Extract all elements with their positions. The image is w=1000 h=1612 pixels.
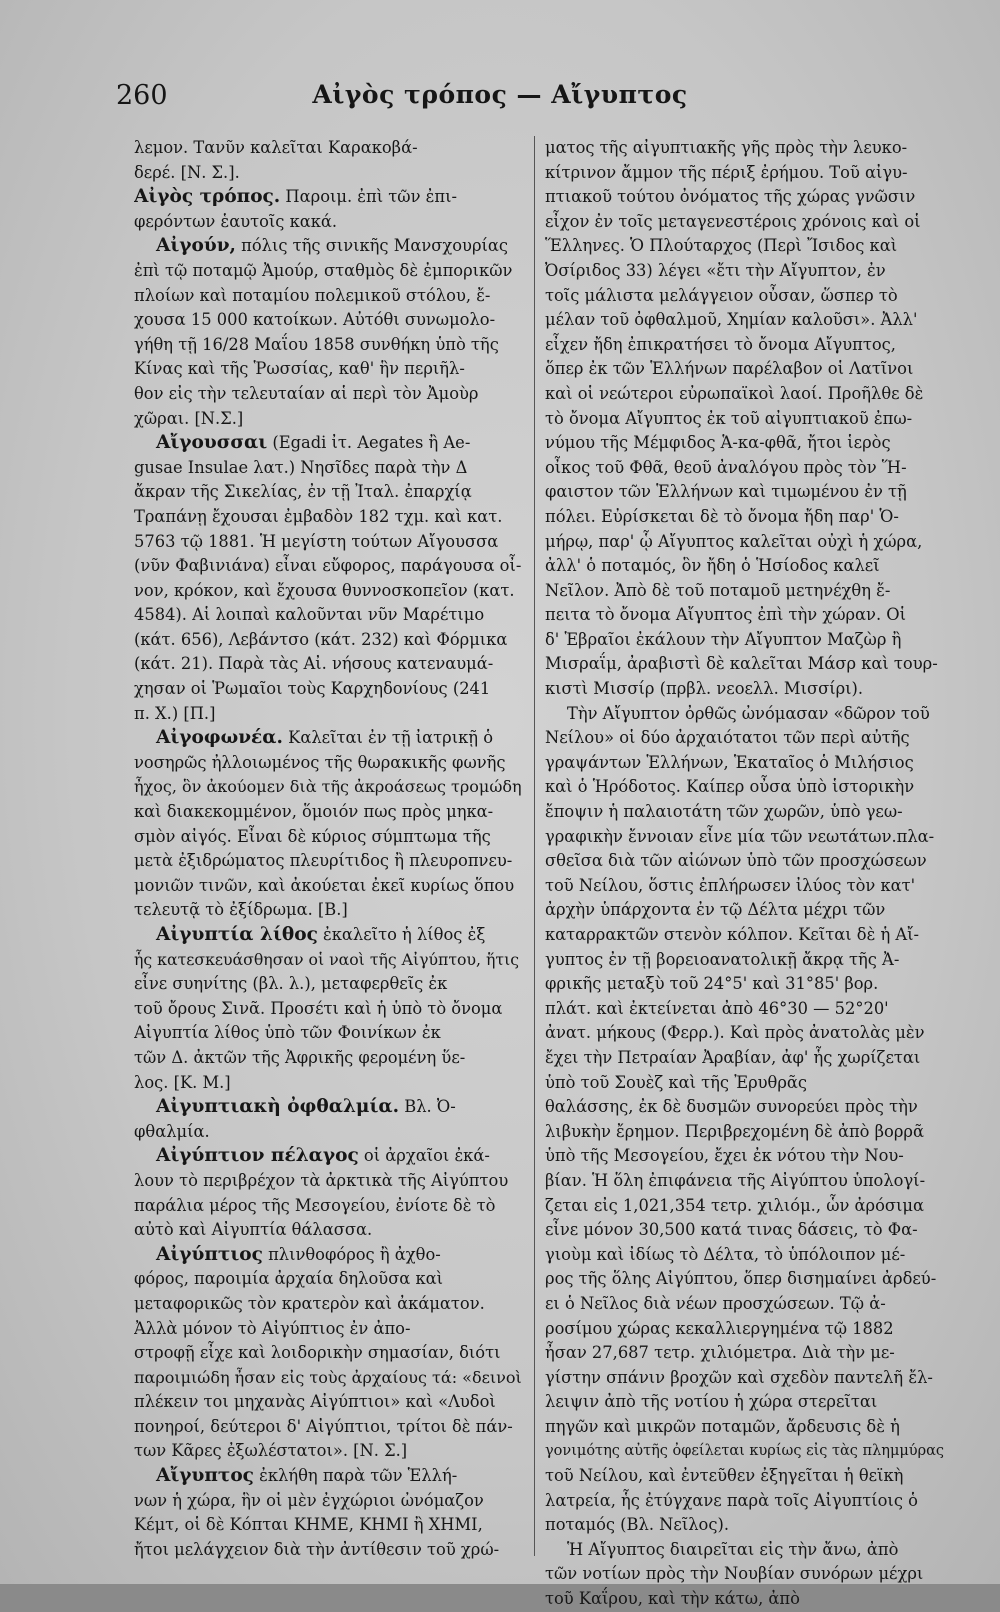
line-text: γραφικὴν ἔννοιαν εἶνε μία τῶν νεωτάτων.πλα- [545, 826, 935, 846]
text-line [134, 1415, 524, 1440]
text-line [545, 628, 949, 653]
line-text: οἶκος τοῦ Φθᾶ, θεοῦ ἀναλόγου πρὸς τὸν Ἥ- [545, 457, 907, 477]
line-text: τελευτᾷ τὸ ἐξίδρωμα. [Β.] [134, 900, 348, 920]
line-text: πλάτ. καὶ ἐκτείνεται ἀπὸ 46°30 — 52°20' [545, 998, 889, 1018]
line-text: 5763 τῷ 1881. Ἡ μεγίστη τούτων Αἴγουσσα [134, 531, 499, 551]
text-line [134, 1341, 524, 1366]
line-text: καὶ οἱ νεώτεροι εὐρωπαϊκοὶ λαοί. Προῆλθε δὲ [545, 383, 924, 403]
line-text: βίαν. Ἡ ὅλη ἐπιφάνεια τῆς Αἰγύπτου ὑπολογί- [545, 1170, 926, 1190]
line-text: φερόντων ἑαυτοῖς κακά. [134, 211, 338, 231]
line-text: οἱ ἀρχαῖοι ἐκά- [358, 1146, 490, 1166]
line-text: Βλ. Ὀ- [399, 1097, 456, 1117]
line-text: Ἕλληνες. Ὁ Πλούταρχος (Περὶ Ἴσιδος καὶ [545, 236, 898, 256]
entry-headword: Αἰγὸς τρόπος. [134, 186, 281, 208]
text-line [545, 800, 949, 825]
text-line [134, 1439, 524, 1464]
line-text: αὐτὸ καὶ Αἰγυπτία θάλασσα. [134, 1220, 373, 1240]
text-line [545, 505, 949, 530]
text-line [134, 579, 524, 604]
text-line [545, 1317, 949, 1342]
line-text: ἐκλήθη παρὰ τῶν Ἑλλή- [253, 1466, 458, 1486]
page-number: 260 [116, 80, 168, 111]
text-line [545, 284, 949, 309]
entry-headword: Αἴγυπτος [156, 1465, 254, 1487]
left-column [134, 136, 524, 1562]
entry-headword: Αἰγυπτία λίθος [156, 924, 318, 945]
text-line [545, 997, 949, 1022]
text-line [134, 702, 524, 727]
line-text: εἶχεν ἤδη ἐπικρατήσει τὸ ὄνομα Αἴγυπτος, [545, 334, 896, 354]
line-text: λεμον. Τανῦν καλεῖται Καρακοβά- [134, 138, 418, 157]
text-line [134, 775, 524, 800]
text-line [545, 874, 949, 899]
text-line [545, 1218, 949, 1243]
text-line [545, 1538, 949, 1563]
text-line [134, 628, 524, 653]
text-line [134, 1095, 524, 1120]
text-line [134, 554, 524, 579]
line-text: φθαλμία. [134, 1121, 210, 1141]
line-text: Τὴν Αἴγυπτον ὀρθῶς ὠνόμασαν «δῶρον τοῦ [567, 703, 930, 723]
text-line [545, 849, 949, 874]
text-line [134, 1267, 524, 1292]
text-line [545, 1194, 949, 1219]
line-text: λουν τὸ περιβρέχον τὰ ἀρκτικὰ τῆς Αἰγύπτου [134, 1170, 509, 1190]
text-line [545, 554, 949, 579]
text-line [545, 530, 949, 555]
text-line [134, 480, 524, 505]
text-line [545, 677, 949, 702]
text-line [134, 603, 524, 628]
line-text: Τραπάνῃ ἔχουσαι ἐμβαδὸν 182 τχμ. καὶ κατ. [134, 506, 503, 526]
line-text: χουσα 15 000 κατοίκων. Αὐτόθι συνωμολο- [134, 310, 496, 330]
text-line [545, 751, 949, 776]
line-text: πειτα τὸ ὄνομα Αἴγυπτος ἐπὶ τὴν χώραν. Οἱ [545, 605, 907, 625]
line-text: φρικῆς μεταξὺ τοῦ 24°5' καὶ 31°85' βορ. [545, 974, 879, 994]
line-text: Αἰγυπτία λίθος ὑπὸ τῶν Φοινίκων ἐκ [134, 1023, 441, 1043]
line-text: μονιῶν τινῶν, καὶ ἀκούεται ἐκεῖ κυρίως ὅπου [134, 875, 515, 895]
text-line [545, 603, 949, 628]
line-text: γυπτος ἐν τῇ βορειοανατολικῇ ἄκρᾳ τῆς Ἀ- [545, 949, 900, 969]
text-line [545, 1267, 949, 1292]
text-line [545, 185, 949, 210]
text-line [134, 185, 524, 210]
text-line [545, 1144, 949, 1169]
text-line [545, 382, 949, 407]
text-line [134, 1538, 524, 1563]
line-text: θαλάσσης, ἐκ δὲ δυσμῶν συνορεύει πρὸς τὴν [545, 1097, 918, 1117]
text-line [545, 923, 949, 948]
entry-headword: Αἰγούν, [156, 235, 236, 257]
line-text: ἀνατ. μήκους (Φερρ.). Καὶ πρὸς ἀνατολὰς μὲν [545, 1023, 925, 1043]
text-line [134, 677, 524, 702]
text-line [545, 1489, 949, 1514]
text-line [545, 1439, 949, 1464]
line-text: ποταμός (Βλ. Νεῖλος). [545, 1515, 729, 1535]
text-line [134, 874, 524, 899]
line-text: (νῦν Φαβινιάνα) εἶναι εὔφορος, παράγουσα οἶ- [134, 556, 522, 576]
text-line [545, 480, 949, 505]
text-line [545, 1169, 949, 1194]
line-text: κίτρινον ἄμμον τῆς πέριξ ἐρήμου. Τοῦ αἰγυ- [545, 162, 908, 182]
line-text: (κάτ. 21). Παρὰ τὰς Αἰ. νήσους κατεναυμά- [134, 654, 494, 674]
line-text: λος. [Κ. Μ.] [134, 1072, 231, 1092]
line-text: δ' Ἑβραῖοι ἐκάλουν τὴν Αἴγυπτον Μαζὼρ ἢ [545, 629, 902, 649]
text-line [134, 1144, 524, 1169]
text-line [134, 1464, 524, 1489]
line-text: τῶν Δ. ἀκτῶν τῆς Ἀφρικῆς φερομένη ὕε- [134, 1047, 466, 1067]
line-text: ἦχος, ὃν ἀκούομεν διὰ τῆς ἀκροάσεως τρομώδη [134, 777, 522, 797]
text-line [134, 1292, 524, 1317]
line-text: χῶραι. [Ν.Σ.] [134, 408, 244, 428]
line-text: πονηροί, δεύτεροι δ' Αἰγύπτιοι, τρίτοι δὲ πάν- [134, 1416, 513, 1436]
text-line [134, 652, 524, 677]
text-line [545, 161, 949, 186]
line-text: ει ὁ Νεῖλος διὰ νέων προσχώσεων. Τῷ ἀ- [545, 1293, 886, 1313]
text-line [134, 161, 524, 186]
text-line [134, 1366, 524, 1391]
text-line [545, 210, 949, 235]
text-line [134, 357, 524, 382]
text-line [134, 210, 524, 235]
line-text: χησαν οἱ Ῥωμαῖοι τοὺς Καρχηδονίους (241 [134, 679, 491, 699]
line-text: φόρος, παροιμία ἀρχαία δηλοῦσα καὶ [134, 1269, 444, 1289]
line-text: ἐκαλεῖτο ἡ λίθος ἐξ [317, 925, 486, 944]
line-text: Μισραΐμ, ἀραβιστὶ δὲ καλεῖται Μάσρ καὶ τουρ- [545, 654, 938, 674]
text-line [134, 1489, 524, 1514]
line-text: Καλεῖται ἐν τῇ ἰατρικῇ ὁ [282, 728, 494, 748]
line-text: παράλια μέρος τῆς Μεσογείου, ἐνίοτε δὲ τὸ [134, 1195, 496, 1215]
text-line [134, 308, 524, 333]
line-text: εἶνε συηνίτης (βλ. λ.), μεταφερθεῖς ἐκ [134, 974, 448, 994]
text-line [545, 1243, 949, 1268]
text-line [545, 898, 949, 923]
line-text: γήθη τῇ 16/28 Μαΐου 1858 συνθήκη ὑπὸ τῆς [134, 334, 499, 354]
line-text: Παροιμ. ἐπὶ τῶν ἐπι- [280, 187, 457, 207]
line-text: πόλις τῆς σινικῆς Μανσχουρίας [235, 236, 509, 256]
line-text: λειψιν ἀπὸ τῆς νοτίου ἡ χώρα στερεῖται [545, 1392, 878, 1412]
line-text: gusae Insulae λατ.) Νησῖδες παρὰ τὴν Δ [134, 457, 468, 477]
line-text: εἶνε μόνον 30,500 κατά τινας δάσεις, τὸ Φα- [545, 1220, 918, 1240]
text-line [545, 1587, 949, 1612]
text-line [134, 234, 524, 259]
text-line [545, 825, 949, 850]
line-text: των Κᾶρες ἐξωλέστατοι». [Ν. Σ.] [134, 1441, 408, 1461]
text-line [134, 800, 524, 825]
text-line [545, 357, 949, 382]
text-line [545, 652, 949, 677]
line-text: Κίνας καὶ τῆς Ῥωσσίας, καθ' ἣν περιῆλ- [134, 359, 465, 379]
text-line [134, 997, 524, 1022]
text-line [134, 1120, 524, 1145]
text-line [545, 579, 949, 604]
text-line [545, 1464, 949, 1489]
text-line [134, 1243, 524, 1268]
text-line [134, 923, 524, 948]
line-text: γιοὺμ καὶ ἰδίως τὸ Δέλτα, τὸ ὑπόλοιπον μέ- [545, 1244, 906, 1264]
text-line [134, 530, 524, 555]
entry-headword: Αἰγυπτιακὴ ὀφθαλμία. [156, 1096, 400, 1118]
text-line [134, 1218, 524, 1243]
line-text: τοῖς μάλιστα μελάγγειον οὖσαν, ὥσπερ τὸ [545, 285, 898, 305]
text-line [545, 333, 949, 358]
line-text: ρος τῆς ὅλης Αἰγύπτου, ὅπερ δισημαίνει ἀρδεύ- [545, 1269, 937, 1289]
text-line [545, 1341, 949, 1366]
line-text: παροιμιώδη ἦσαν εἰς τοὺς ἀρχαίους τά: «δεινοὶ [134, 1367, 522, 1387]
line-text: στροφῇ εἶχε καὶ λοιδορικὴν σημασίαν, διότι [134, 1343, 501, 1363]
line-text: (κάτ. 656), Λεβάντσο (κάτ. 232) καὶ Φόρμικα [134, 629, 508, 649]
text-line [134, 1317, 524, 1342]
line-text: ὅπερ ἐκ τῶν Ἑλλήνων παρέλαβον οἱ Λατῖνοι [545, 359, 914, 379]
text-line [134, 284, 524, 309]
text-line [134, 333, 524, 358]
line-text: (Egadi ἰτ. Aegates ἢ Ae- [267, 433, 471, 453]
line-text: καταρρακτῶν στενὸν κόλπον. Κεῖται δὲ ἡ Αἴ- [545, 925, 920, 944]
entry-headword: Αἰγύπτιος [156, 1243, 263, 1265]
line-text: φαιστον τῶν Ἑλλήνων καὶ τιμωμένου ἐν τῇ [545, 482, 907, 502]
column-divider [534, 136, 535, 1556]
line-text: γραψάντων Ἑλλήνων, Ἑκαταῖος ὁ Μιλήσιος [545, 752, 914, 772]
line-text: ἔχει τὴν Πετραίαν Ἀραβίαν, ἀφ' ἧς χωρίζεται [545, 1047, 921, 1067]
line-text: πόλει. Εὐρίσκεται δὲ τὸ ὄνομα ἤδη παρ' Ὁ- [545, 506, 899, 526]
entry-headword: Αἰγύπτιον πέλαγος [156, 1145, 359, 1167]
text-line [545, 1021, 949, 1046]
line-text: μήρῳ, παρ' ᾧ Αἴγυπτος καλεῖται οὐχὶ ἡ χώρα, [545, 531, 923, 551]
text-line [134, 825, 524, 850]
line-text: νων ἡ χώρα, ἣν οἱ μὲν ἐγχώριοι ὠνόμαζον [134, 1490, 484, 1510]
text-line [134, 1194, 524, 1219]
line-text: καὶ ὁ Ἡρόδοτος. Καίπερ οὖσα ὑπὸ ἱστορικὴν [545, 777, 915, 797]
line-text: τοῦ Νείλου, ὅστις ἐπλήρωσεν ἰλύος τὸν κατ' [545, 875, 916, 895]
line-text: πλοίων καὶ ποταμίου πολεμικοῦ στόλου, ἔ- [134, 285, 491, 305]
text-line [134, 849, 524, 874]
text-line [545, 1046, 949, 1071]
entry-headword: Αἰγοφωνέα. [156, 727, 283, 749]
text-line [134, 431, 524, 456]
line-text: τοῦ Καΐρου, καὶ τὴν κάτω, ἀπὸ [545, 1589, 800, 1609]
text-line [545, 948, 949, 973]
line-text: ὑπὸ τῆς Μεσογείου, ἔχει ἐκ νότου τὴν Νου- [545, 1146, 904, 1166]
text-line [545, 702, 949, 727]
line-text: ἀρχὴν ὑπάρχοντα ἐν τῷ Δέλτα μέχρι τῶν [545, 900, 886, 920]
line-text: μέλαν τοῦ ὀφθαλμοῦ, Χημίαν καλοῦσι». Ἀλλ' [545, 310, 918, 330]
text-line [545, 1292, 949, 1317]
text-line [134, 407, 524, 432]
running-head: Αἰγὸς τρόπος — Αἴγυπτος [312, 80, 688, 109]
line-text: ροσίμου χώρας κεκαλλιεργημένα τῷ 1882 [545, 1318, 894, 1338]
text-line [545, 1071, 949, 1096]
text-line [545, 1095, 949, 1120]
line-text: θον εἰς τὴν τελευταίαν αἱ περὶ τὸν Ἀμοὺρ [134, 383, 479, 403]
line-text: λιβυκὴν ἔρημον. Περιβρεχομένη δὲ ἀπὸ βορρᾶ [545, 1121, 924, 1141]
line-text: Νείλου» οἱ δύο ἀρχαιότατοι τῶν περὶ αὐτῆς [545, 728, 910, 748]
line-text: νοσηρῶς ἠλλοιωμένος τῆς θωρακικῆς φωνῆς [134, 752, 506, 772]
text-line [134, 726, 524, 751]
text-line [545, 1415, 949, 1440]
line-text: ἤτοι μελάγχειον διὰ τὴν ἀντίθεσιν τοῦ χρώ- [134, 1539, 500, 1559]
line-text: 4584). Αἱ λοιπαὶ καλοῦνται νῦν Μαρέτιμο [134, 605, 485, 625]
text-line [545, 456, 949, 481]
line-text: γονιμότης αὐτῆς ὀφείλεται κυρίως εἰς τὰς πλημμύρας [545, 1443, 945, 1460]
line-text: ἧς κατεσκευάσθησαν οἱ ναοὶ τῆς Αἰγύπτου, ἥτις [134, 949, 520, 969]
text-line [134, 136, 524, 161]
text-line [545, 1120, 949, 1145]
text-line [134, 1021, 524, 1046]
text-line [134, 259, 524, 284]
line-text: μετὰ ἐξιδρώματος πλευρίτιδος ἢ πλευροπνευ- [134, 851, 513, 871]
text-line [134, 1071, 524, 1096]
text-line [545, 1562, 949, 1587]
line-text: σθεῖσα διὰ τῶν αἰώνων ὑπὸ τῶν προσχώσεων [545, 851, 927, 871]
line-text: τοῦ Νείλου, καὶ ἐντεῦθεν ἐξηγεῖται ἡ θεϊκὴ [545, 1466, 904, 1486]
text-line [545, 972, 949, 997]
line-text: ἀλλ' ὁ ποταμός, ὃν ἤδη ὁ Ἡσίοδος καλεῖ [545, 556, 880, 576]
line-text: λατρεία, ἧς ἐτύγχανε παρὰ τοῖς Αἰγυπτίοις ὁ [545, 1490, 918, 1510]
text-line [545, 431, 949, 456]
line-text: πτιακοῦ τούτου ὀνόματος τῆς χώρας γνῶσιν [545, 187, 916, 207]
line-text: μεταφορικῶς τὸν κρατερὸν καὶ ἀκάματον. [134, 1293, 485, 1313]
text-line [545, 1366, 949, 1391]
text-line [134, 751, 524, 776]
line-text: ἔποψιν ἡ παλαιοτάτη τῶν χωρῶν, ὑπὸ γεω- [545, 802, 903, 822]
line-text: πηγῶν καὶ μικρῶν ποταμῶν, ἄρδευσις δὲ ἡ [545, 1416, 900, 1436]
line-text: ἄκραν τῆς Σικελίας, ἐν τῇ Ἰταλ. ἐπαρχίᾳ [134, 482, 472, 502]
text-line [134, 972, 524, 997]
text-line [134, 505, 524, 530]
text-line [134, 382, 524, 407]
text-line [545, 775, 949, 800]
entry-headword: Αἴγουσσαι [156, 432, 268, 454]
line-text: κιστὶ Μισσίρ (πρβλ. νεοελλ. Μισσίρι). [545, 679, 864, 699]
text-line [545, 234, 949, 259]
line-text: Ὀσίριδος 33) λέγει «ἔτι τὴν Αἴγυπτον, ἐν [545, 260, 886, 280]
line-text: ματος τῆς αἰγυπτιακῆς γῆς πρὸς τὴν λευκο- [545, 138, 908, 157]
line-text: τοῦ ὄρους Σινᾶ. Προσέτι καὶ ἡ ὑπὸ τὸ ὄνομα [134, 998, 503, 1018]
text-line [545, 726, 949, 751]
line-text: Νεῖλον. Ἀπὸ δὲ τοῦ ποταμοῦ μετηνέχθη ἔ- [545, 580, 891, 600]
line-text: γίστην σπάνιν βροχῶν καὶ σχεδὸν παντελῆ ἔλ- [545, 1367, 933, 1387]
text-line [134, 1513, 524, 1538]
line-text: ζεται εἰς 1,021,354 τετρ. χιλιόμ., ὧν ἀρόσιμα [545, 1195, 924, 1215]
line-text: π. Χ.) [Π.] [134, 703, 216, 723]
page-header [0, 80, 1000, 124]
text-line [134, 456, 524, 481]
line-text: Ἡ Αἴγυπτος διαιρεῖται εἰς τὴν ἄνω, ἀπὸ [567, 1539, 899, 1559]
line-text: σμὸν αἰγός. Εἶναι δὲ κύριος σύμπτωμα τῆς [134, 826, 491, 846]
text-line [545, 259, 949, 284]
text-line [134, 1390, 524, 1415]
text-line [134, 948, 524, 973]
line-text: νύμου τῆς Μέμφιδος Ἁ-κα-φθᾶ, ἤτοι ἱερὸς [545, 433, 891, 453]
line-text: ὑπὸ τοῦ Σουὲζ καὶ τῆς Ἐρυθρᾶς [545, 1072, 808, 1092]
line-text: τὸ ὄνομα Αἴγυπτος ἐκ τοῦ αἰγυπτιακοῦ ἐπω- [545, 408, 913, 428]
text-line [545, 1390, 949, 1415]
text-line [134, 1046, 524, 1071]
line-text: δερέ. [Ν. Σ.]. [134, 162, 240, 182]
text-line [545, 136, 949, 161]
line-text: Κέμτ, οἱ δὲ Κόπται ΚΗΜΕ, ΚΗΜΙ ἢ ΧΗΜΙ, [134, 1515, 483, 1535]
line-text: νον, κρόκον, καὶ ἔχουσα θυννοσκοπεῖον (κατ. [134, 580, 515, 600]
line-text: πλέκειν τοι μηχανὰς Αἰγύπτιοι» καὶ «Λυδοὶ [134, 1392, 496, 1412]
text-line [545, 1513, 949, 1538]
line-text: Ἀλλὰ μόνον τὸ Αἰγύπτιος ἐν ἀπο- [134, 1318, 411, 1338]
text-line [134, 898, 524, 923]
line-text: καὶ διακεκομμένον, ὅμοιόν πως πρὸς μηκα- [134, 802, 494, 822]
line-text: εἶχον ἐν τοῖς μεταγενεστέροις χρόνοις καὶ οἱ [545, 211, 921, 231]
text-line [545, 308, 949, 333]
right-column [545, 136, 949, 1612]
text-line [134, 1169, 524, 1194]
line-text: πλινθοφόρος ἢ ἀχθο- [262, 1244, 441, 1264]
text-line [545, 407, 949, 432]
line-text: ἦσαν 27,687 τετρ. χιλιόμετρα. Διὰ τὴν με- [545, 1343, 895, 1363]
line-text: τῶν νοτίων πρὸς τὴν Νουβίαν συνόρων μέχρι [545, 1564, 924, 1584]
line-text: ἐπὶ τῷ ποταμῷ Ἀμούρ, σταθμὸς δὲ ἐμπορικῶν [134, 260, 513, 280]
